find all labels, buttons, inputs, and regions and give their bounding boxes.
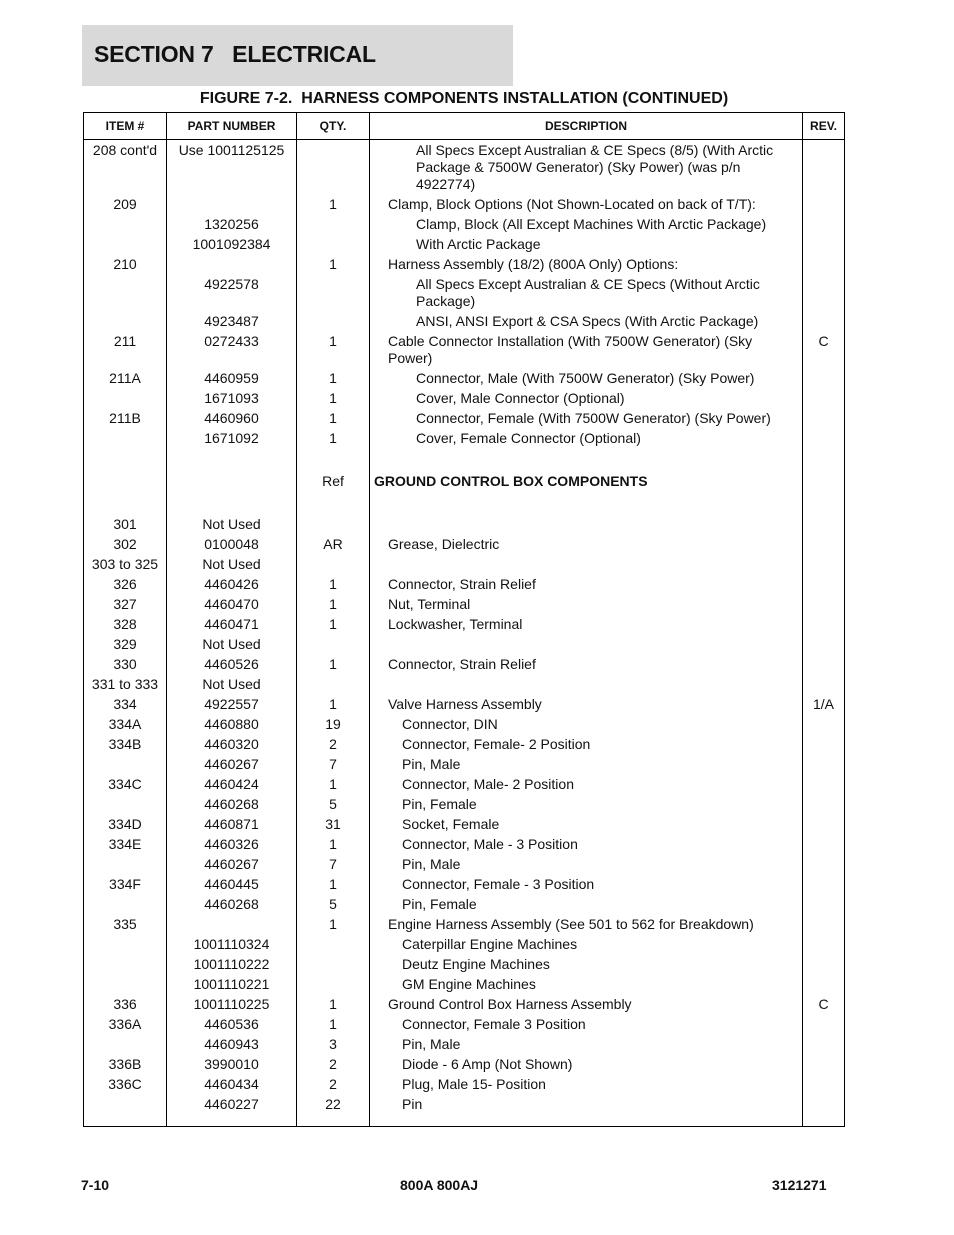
item-cell: 334C bbox=[84, 774, 167, 794]
rev-cell bbox=[803, 140, 845, 195]
table-row bbox=[84, 1014, 845, 1034]
table-row bbox=[84, 834, 845, 854]
part-number-cell: 4460227 bbox=[167, 1094, 297, 1127]
description-cell: ANSI, ANSI Export & CSA Specs (With Arctic Package) bbox=[370, 311, 803, 331]
table-row bbox=[84, 194, 845, 214]
qty-cell bbox=[297, 274, 370, 311]
table-header-row bbox=[84, 113, 845, 140]
rev-cell bbox=[803, 274, 845, 311]
spacer-cell bbox=[167, 448, 297, 471]
table-row bbox=[84, 214, 845, 234]
qty-cell: 1 bbox=[297, 368, 370, 388]
table-row bbox=[84, 428, 845, 448]
figure-title-text: FIGURE 7-2. HARNESS COMPONENTS INSTALLATION (CONTINUED) bbox=[199, 90, 729, 107]
qty-cell: 2 bbox=[297, 1054, 370, 1074]
table-row bbox=[84, 140, 845, 195]
item-cell: 326 bbox=[84, 574, 167, 594]
part-number-cell bbox=[167, 254, 297, 274]
column-header-qty: QTY. bbox=[297, 113, 370, 140]
table-row bbox=[84, 674, 845, 694]
description-cell: Pin, Male bbox=[370, 754, 803, 774]
item-cell bbox=[84, 974, 167, 994]
description-cell: Connector, Female 3 Position bbox=[370, 1014, 803, 1034]
rev-cell bbox=[803, 614, 845, 634]
description-cell: Connector, Strain Relief bbox=[370, 654, 803, 674]
item-cell: 334 bbox=[84, 694, 167, 714]
item-cell: 328 bbox=[84, 614, 167, 634]
qty-cell: 2 bbox=[297, 1074, 370, 1094]
rev-cell bbox=[803, 914, 845, 934]
item-cell bbox=[84, 428, 167, 448]
part-number-cell: 4460959 bbox=[167, 368, 297, 388]
qty-cell bbox=[297, 974, 370, 994]
rev-cell: C bbox=[803, 994, 845, 1014]
part-number-cell: 4460526 bbox=[167, 654, 297, 674]
item-cell: 330 bbox=[84, 654, 167, 674]
table-row bbox=[84, 974, 845, 994]
table-row bbox=[84, 1034, 845, 1054]
description-cell: Diode - 6 Amp (Not Shown) bbox=[370, 1054, 803, 1074]
rev-cell bbox=[803, 774, 845, 794]
qty-cell: 1 bbox=[297, 408, 370, 428]
description-cell: Pin, Male bbox=[370, 1034, 803, 1054]
qty-cell: 1 bbox=[297, 254, 370, 274]
footer-page-number: 7-10 bbox=[81, 1177, 110, 1193]
qty-cell bbox=[297, 634, 370, 654]
qty-cell: 2 bbox=[297, 734, 370, 754]
qty-cell: 5 bbox=[297, 794, 370, 814]
part-number-cell: 4460426 bbox=[167, 574, 297, 594]
qty-cell: 3 bbox=[297, 1034, 370, 1054]
spacer-cell bbox=[297, 491, 370, 514]
qty-cell: 1 bbox=[297, 694, 370, 714]
table-row bbox=[84, 554, 845, 574]
parts-table bbox=[83, 112, 845, 1127]
table-row bbox=[84, 331, 845, 368]
table-row bbox=[84, 1074, 845, 1094]
part-number-cell: 1001110225 bbox=[167, 994, 297, 1014]
qty-cell: 1 bbox=[297, 1014, 370, 1034]
rev-cell bbox=[803, 194, 845, 214]
table-row bbox=[84, 574, 845, 594]
item-cell bbox=[84, 1034, 167, 1054]
table-row bbox=[84, 654, 845, 674]
table-row bbox=[84, 954, 845, 974]
description-cell: Cable Connector Installation (With 7500W Generator) (Sky Power) bbox=[370, 331, 803, 368]
table-row bbox=[84, 311, 845, 331]
item-cell bbox=[84, 388, 167, 408]
description-cell: Lockwasher, Terminal bbox=[370, 614, 803, 634]
rev-cell bbox=[803, 471, 845, 491]
rev-cell bbox=[803, 254, 845, 274]
rev-cell bbox=[803, 754, 845, 774]
part-number-cell: 4460424 bbox=[167, 774, 297, 794]
item-cell: 334A bbox=[84, 714, 167, 734]
description-cell: Harness Assembly (18/2) (800A Only) Options: bbox=[370, 254, 803, 274]
rev-cell bbox=[803, 214, 845, 234]
description-cell: Connector, Female- 2 Position bbox=[370, 734, 803, 754]
part-number-cell: Not Used bbox=[167, 674, 297, 694]
description-cell: Socket, Female bbox=[370, 814, 803, 834]
spacer-cell bbox=[297, 448, 370, 471]
spacer-cell bbox=[84, 491, 167, 514]
description-cell: Deutz Engine Machines bbox=[370, 954, 803, 974]
part-number-cell: 1001092384 bbox=[167, 234, 297, 254]
qty-cell: 19 bbox=[297, 714, 370, 734]
qty-cell: 7 bbox=[297, 854, 370, 874]
spacer-cell bbox=[803, 448, 845, 471]
item-cell: 303 to 325 bbox=[84, 554, 167, 574]
part-number-cell: 1001110324 bbox=[167, 934, 297, 954]
description-cell: GROUND CONTROL BOX COMPONENTS bbox=[370, 471, 803, 491]
rev-cell bbox=[803, 794, 845, 814]
table-row bbox=[84, 894, 845, 914]
rev-cell bbox=[803, 1034, 845, 1054]
rev-cell bbox=[803, 934, 845, 954]
qty-cell: 1 bbox=[297, 834, 370, 854]
part-number-cell: Not Used bbox=[167, 634, 297, 654]
qty-cell bbox=[297, 234, 370, 254]
item-cell: 334B bbox=[84, 734, 167, 754]
rev-cell bbox=[803, 1094, 845, 1127]
group-heading-row bbox=[84, 471, 845, 491]
table-row bbox=[84, 714, 845, 734]
qty-cell bbox=[297, 674, 370, 694]
part-number-cell: 4460434 bbox=[167, 1074, 297, 1094]
description-cell: Valve Harness Assembly bbox=[370, 694, 803, 714]
description-cell: GM Engine Machines bbox=[370, 974, 803, 994]
table-row bbox=[84, 794, 845, 814]
spacer-cell bbox=[370, 448, 803, 471]
qty-cell: 1 bbox=[297, 654, 370, 674]
table-row bbox=[84, 934, 845, 954]
part-number-cell: 4922557 bbox=[167, 694, 297, 714]
part-number-cell: 4922578 bbox=[167, 274, 297, 311]
description-cell: Connector, Female - 3 Position bbox=[370, 874, 803, 894]
rev-cell bbox=[803, 1054, 845, 1074]
rev-cell bbox=[803, 1014, 845, 1034]
part-number-cell: 4460320 bbox=[167, 734, 297, 754]
table-row bbox=[84, 388, 845, 408]
part-number-cell bbox=[167, 194, 297, 214]
qty-cell: AR bbox=[297, 534, 370, 554]
description-cell: Connector, DIN bbox=[370, 714, 803, 734]
table-row bbox=[84, 514, 845, 534]
description-cell: Pin, Female bbox=[370, 794, 803, 814]
description-cell: All Specs Except Australian & CE Specs (Without Arctic Package) bbox=[370, 274, 803, 311]
item-cell: 211 bbox=[84, 331, 167, 368]
qty-cell: 1 bbox=[297, 994, 370, 1014]
item-cell: 211B bbox=[84, 408, 167, 428]
rev-cell bbox=[803, 534, 845, 554]
rev-cell bbox=[803, 408, 845, 428]
qty-cell bbox=[297, 514, 370, 534]
footer-doc-number: 3121271 bbox=[772, 1177, 827, 1193]
item-cell bbox=[84, 274, 167, 311]
spacer-cell bbox=[167, 491, 297, 514]
description-cell: Cover, Male Connector (Optional) bbox=[370, 388, 803, 408]
table-row bbox=[84, 614, 845, 634]
rev-cell bbox=[803, 954, 845, 974]
part-number-cell: 4460268 bbox=[167, 894, 297, 914]
table-row bbox=[84, 534, 845, 554]
description-cell bbox=[370, 554, 803, 574]
qty-cell: 1 bbox=[297, 874, 370, 894]
rev-cell bbox=[803, 634, 845, 654]
rev-cell bbox=[803, 894, 845, 914]
part-number-cell: 4460268 bbox=[167, 794, 297, 814]
item-cell: 301 bbox=[84, 514, 167, 534]
item-cell: 336B bbox=[84, 1054, 167, 1074]
column-header-rev: REV. bbox=[803, 113, 845, 140]
table-row bbox=[84, 254, 845, 274]
rev-cell bbox=[803, 594, 845, 614]
description-cell: Plug, Male 15- Position bbox=[370, 1074, 803, 1094]
rev-cell bbox=[803, 388, 845, 408]
rev-cell bbox=[803, 554, 845, 574]
table-row bbox=[84, 994, 845, 1014]
rev-cell bbox=[803, 674, 845, 694]
item-cell: 334D bbox=[84, 814, 167, 834]
part-number-cell: 4460943 bbox=[167, 1034, 297, 1054]
item-cell: 210 bbox=[84, 254, 167, 274]
rev-cell bbox=[803, 834, 845, 854]
item-cell: 334F bbox=[84, 874, 167, 894]
part-number-cell: 0272433 bbox=[167, 331, 297, 368]
spacer-row bbox=[84, 448, 845, 471]
part-number-cell: 4460471 bbox=[167, 614, 297, 634]
table-row bbox=[84, 1094, 845, 1127]
qty-cell: 1 bbox=[297, 594, 370, 614]
figure-title bbox=[0, 90, 954, 108]
description-cell: Cover, Female Connector (Optional) bbox=[370, 428, 803, 448]
item-cell: 327 bbox=[84, 594, 167, 614]
item-cell bbox=[84, 954, 167, 974]
qty-cell bbox=[297, 954, 370, 974]
description-cell: Grease, Dielectric bbox=[370, 534, 803, 554]
description-cell: Connector, Male - 3 Position bbox=[370, 834, 803, 854]
item-cell bbox=[84, 234, 167, 254]
qty-cell bbox=[297, 934, 370, 954]
description-cell: Connector, Strain Relief bbox=[370, 574, 803, 594]
description-cell: Ground Control Box Harness Assembly bbox=[370, 994, 803, 1014]
description-cell: Engine Harness Assembly (See 501 to 562 for Breakdown) bbox=[370, 914, 803, 934]
part-number-cell: 4460871 bbox=[167, 814, 297, 834]
section-title: SECTION 7 ELECTRICAL bbox=[94, 41, 376, 67]
description-cell: With Arctic Package bbox=[370, 234, 803, 254]
qty-cell: 1 bbox=[297, 428, 370, 448]
qty-cell bbox=[297, 311, 370, 331]
table-row bbox=[84, 1054, 845, 1074]
item-cell bbox=[84, 1094, 167, 1127]
qty-cell bbox=[297, 214, 370, 234]
part-number-cell: 4460536 bbox=[167, 1014, 297, 1034]
description-cell: Connector, Male (With 7500W Generator) (Sky Power) bbox=[370, 368, 803, 388]
rev-cell: 1/A bbox=[803, 694, 845, 714]
item-cell: 336A bbox=[84, 1014, 167, 1034]
item-cell bbox=[84, 934, 167, 954]
item-cell: 334E bbox=[84, 834, 167, 854]
rev-cell bbox=[803, 514, 845, 534]
description-cell: Clamp, Block Options (Not Shown-Located on back of T/T): bbox=[370, 194, 803, 214]
item-cell bbox=[84, 894, 167, 914]
item-cell bbox=[84, 854, 167, 874]
rev-cell bbox=[803, 234, 845, 254]
table-row bbox=[84, 368, 845, 388]
qty-cell: 1 bbox=[297, 774, 370, 794]
part-number-cell: Use 1001125125 bbox=[167, 140, 297, 195]
spacer-cell bbox=[370, 491, 803, 514]
rev-cell bbox=[803, 311, 845, 331]
part-number-cell bbox=[167, 914, 297, 934]
table-row bbox=[84, 634, 845, 654]
item-cell: 211A bbox=[84, 368, 167, 388]
qty-cell: 7 bbox=[297, 754, 370, 774]
part-number-cell: 1671092 bbox=[167, 428, 297, 448]
table-row bbox=[84, 914, 845, 934]
part-number-cell: 4460960 bbox=[167, 408, 297, 428]
description-cell: Caterpillar Engine Machines bbox=[370, 934, 803, 954]
part-number-cell: 1671093 bbox=[167, 388, 297, 408]
rev-cell bbox=[803, 574, 845, 594]
table-row bbox=[84, 874, 845, 894]
rev-cell bbox=[803, 854, 845, 874]
column-header-item: ITEM # bbox=[84, 113, 167, 140]
table-row bbox=[84, 274, 845, 311]
qty-cell: 1 bbox=[297, 388, 370, 408]
part-number-cell: 4460470 bbox=[167, 594, 297, 614]
item-cell bbox=[84, 311, 167, 331]
item-cell bbox=[84, 214, 167, 234]
part-number-cell: 3990010 bbox=[167, 1054, 297, 1074]
rev-cell bbox=[803, 654, 845, 674]
table-row bbox=[84, 694, 845, 714]
part-number-cell: 0100048 bbox=[167, 534, 297, 554]
part-number-cell: 4460267 bbox=[167, 754, 297, 774]
part-number-cell: 4923487 bbox=[167, 311, 297, 331]
part-number-cell: 4460326 bbox=[167, 834, 297, 854]
item-cell bbox=[84, 471, 167, 491]
qty-cell: 1 bbox=[297, 914, 370, 934]
spacer-row bbox=[84, 491, 845, 514]
description-cell: Connector, Female (With 7500W Generator) (Sky Power) bbox=[370, 408, 803, 428]
rev-cell bbox=[803, 1074, 845, 1094]
item-cell: 209 bbox=[84, 194, 167, 214]
qty-cell: 1 bbox=[297, 574, 370, 594]
part-number-cell: 4460445 bbox=[167, 874, 297, 894]
description-cell: Clamp, Block (All Except Machines With Arctic Package) bbox=[370, 214, 803, 234]
table-row bbox=[84, 754, 845, 774]
qty-cell bbox=[297, 554, 370, 574]
spacer-cell bbox=[84, 448, 167, 471]
description-cell: All Specs Except Australian & CE Specs (8/5) (With Arctic Package & 7500W Generator) (Sky Power) (was p/n 4922774) bbox=[370, 140, 803, 195]
footer-model: 800A 800AJ bbox=[400, 1177, 479, 1193]
qty-cell: 1 bbox=[297, 614, 370, 634]
table-row bbox=[84, 408, 845, 428]
table-row bbox=[84, 234, 845, 254]
column-header-part-number: PART NUMBER bbox=[167, 113, 297, 140]
item-cell: 329 bbox=[84, 634, 167, 654]
part-number-cell: Not Used bbox=[167, 514, 297, 534]
rev-cell bbox=[803, 714, 845, 734]
table-row bbox=[84, 594, 845, 614]
qty-cell: 1 bbox=[297, 194, 370, 214]
description-cell: Pin bbox=[370, 1094, 803, 1127]
part-number-cell: 1001110221 bbox=[167, 974, 297, 994]
description-cell bbox=[370, 634, 803, 654]
item-cell: 208 cont'd bbox=[84, 140, 167, 195]
description-cell: Connector, Male- 2 Position bbox=[370, 774, 803, 794]
column-header-description: DESCRIPTION bbox=[370, 113, 803, 140]
qty-cell: Ref bbox=[297, 471, 370, 491]
part-number-cell: 4460267 bbox=[167, 854, 297, 874]
description-cell: Nut, Terminal bbox=[370, 594, 803, 614]
rev-cell bbox=[803, 974, 845, 994]
rev-cell bbox=[803, 814, 845, 834]
table-row bbox=[84, 774, 845, 794]
table-row bbox=[84, 734, 845, 754]
part-number-cell: 1320256 bbox=[167, 214, 297, 234]
table-row bbox=[84, 854, 845, 874]
qty-cell bbox=[297, 140, 370, 195]
table-row bbox=[84, 814, 845, 834]
rev-cell bbox=[803, 428, 845, 448]
rev-cell bbox=[803, 734, 845, 754]
item-cell bbox=[84, 794, 167, 814]
part-number-cell: 4460880 bbox=[167, 714, 297, 734]
item-cell: 336 bbox=[84, 994, 167, 1014]
part-number-cell bbox=[167, 471, 297, 491]
item-cell: 335 bbox=[84, 914, 167, 934]
qty-cell: 31 bbox=[297, 814, 370, 834]
rev-cell: C bbox=[803, 331, 845, 368]
rev-cell bbox=[803, 368, 845, 388]
parts-table-body bbox=[84, 140, 845, 1127]
description-cell bbox=[370, 514, 803, 534]
description-cell: Pin, Female bbox=[370, 894, 803, 914]
part-number-cell: 1001110222 bbox=[167, 954, 297, 974]
item-cell bbox=[84, 754, 167, 774]
item-cell: 331 to 333 bbox=[84, 674, 167, 694]
part-number-cell: Not Used bbox=[167, 554, 297, 574]
rev-cell bbox=[803, 874, 845, 894]
spacer-cell bbox=[803, 491, 845, 514]
description-cell bbox=[370, 674, 803, 694]
qty-cell: 22 bbox=[297, 1094, 370, 1127]
qty-cell: 5 bbox=[297, 894, 370, 914]
description-cell: Pin, Male bbox=[370, 854, 803, 874]
item-cell: 302 bbox=[84, 534, 167, 554]
item-cell: 336C bbox=[84, 1074, 167, 1094]
qty-cell: 1 bbox=[297, 331, 370, 368]
